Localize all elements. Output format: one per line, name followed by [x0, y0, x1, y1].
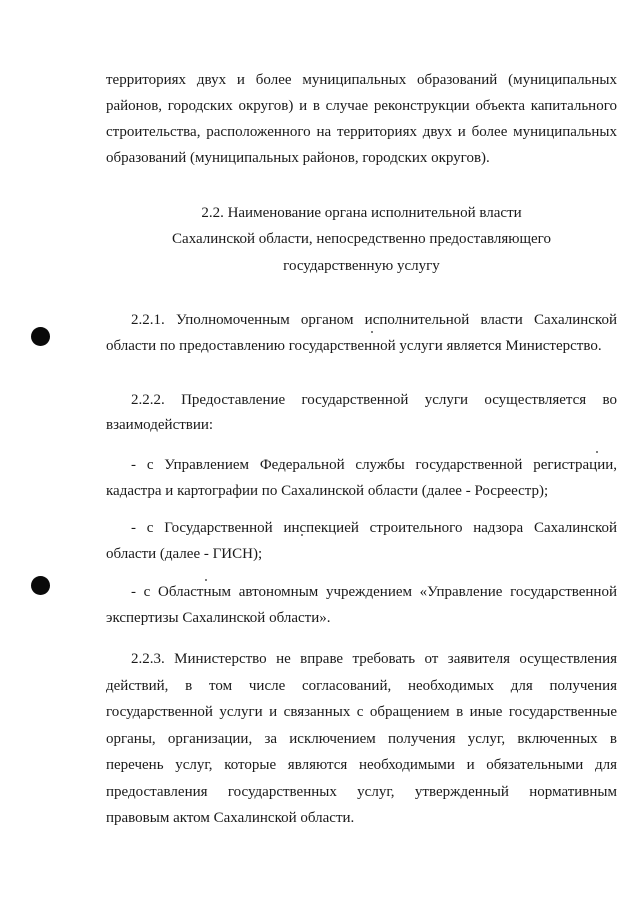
list-item-line: области (далее - ГИСН);	[106, 546, 263, 562]
list-item-line: - с Областным автономным учреждением «Управление государственной	[131, 584, 617, 600]
punch-hole	[31, 327, 50, 346]
body-text-line: перечень услуг, которые являются необходимыми и обязательными для	[106, 757, 617, 773]
punch-hole	[31, 576, 50, 595]
list-item-line: экспертизы Сахалинской области».	[106, 610, 331, 626]
scan-speck	[205, 579, 207, 581]
list-item-line: - с Государственной инспекцией строительного надзора Сахалинской	[131, 520, 617, 536]
body-text-line: государственной услуги и связанных с обращением в иные государственные	[106, 704, 617, 720]
body-text-line: образований (муниципальных районов, городских округов).	[106, 150, 490, 166]
body-text-line: органы, организации, за исключением получения услуг, включенных в	[106, 731, 617, 747]
body-text-line: области по предоставлению государственной услуги является Министерство.	[106, 338, 602, 354]
body-text-line: территориях двух и более муниципальных образований (муниципальных	[106, 72, 617, 88]
list-item-line: - с Управлением Федеральной службы государственной регистрации,	[131, 457, 617, 473]
body-text-line: 2.2.2. Предоставление государственной услуги осуществляется во	[131, 392, 617, 408]
body-text-line: взаимодействии:	[106, 417, 214, 433]
section-heading: 2.2. Наименование органа исполнительной власти	[201, 205, 522, 221]
body-text-line: 2.2.1. Уполномоченным органом исполнительной власти Сахалинской	[131, 312, 617, 328]
scan-speck	[371, 331, 373, 333]
list-item-line: кадастра и картографии по Сахалинской области (далее - Росреестр);	[106, 483, 549, 499]
body-text-line: предоставления государственных услуг, утвержденный нормативным	[106, 784, 617, 800]
body-text-line: действий, в том числе согласований, необходимых для получения	[106, 678, 617, 694]
body-text-line: строительства, расположенного на территориях двух и более муниципальных	[106, 124, 617, 140]
body-text-line: правовым актом Сахалинской области.	[106, 810, 355, 826]
scan-speck	[596, 451, 598, 453]
body-text-line: 2.2.3. Министерство не вправе требовать от заявителя осуществления	[131, 651, 617, 667]
section-heading: Сахалинской области, непосредственно предоставляющего	[172, 231, 551, 247]
body-text-line: районов, городских округов) и в случае реконструкции объекта капитального	[106, 98, 617, 114]
section-heading: государственную услугу	[283, 258, 440, 274]
